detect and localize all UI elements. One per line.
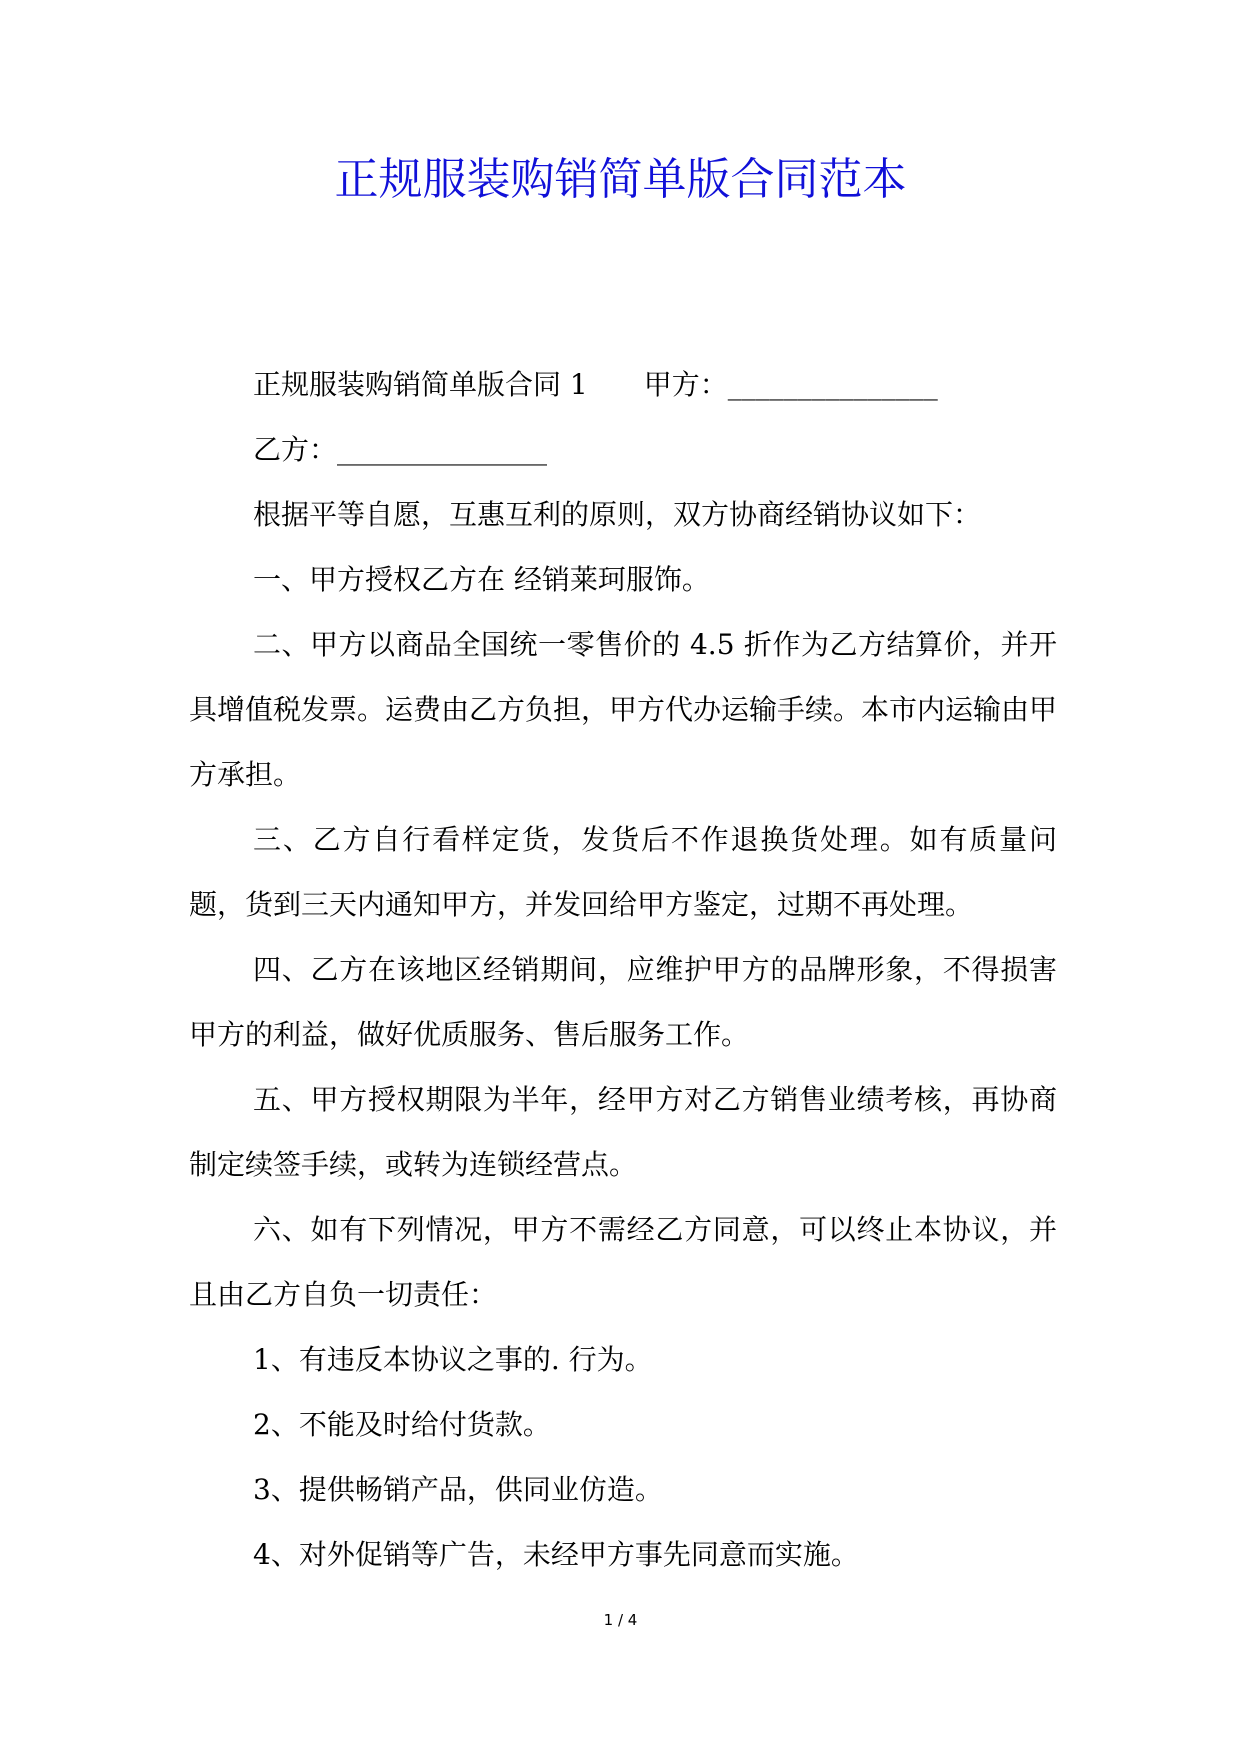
paragraph-contract-header: 正规服装购销简单版合同 1 甲方：_______________ bbox=[253, 368, 938, 401]
paragraph-clause-3: 三、乙方自行看样定货，发货后不作退换货处理。如有质量问题，货到三天内通知甲方，并发回给甲方鉴定，过期不再处理。 bbox=[189, 823, 1057, 921]
paragraph-clause-1: 一、甲方授权乙方在 经销莱珂服饰。 bbox=[253, 563, 710, 596]
paragraph-clause-2: 二、甲方以商品全国统一零售价的 4.5 折作为乙方结算价，并开具增值税发票。运费由乙方负担，甲方代办运输手续。本市内运输由甲方承担。 bbox=[189, 628, 1058, 791]
paragraph-party-b: 乙方：_______________ bbox=[253, 433, 548, 466]
document-body bbox=[189, 352, 1057, 1587]
paragraph-item-3: 3、提供畅销产品，供同业仿造。 bbox=[253, 1473, 663, 1506]
document-title: 正规服装购销简单版合同范本 bbox=[334, 154, 907, 205]
page-number: 1 / 4 bbox=[603, 1611, 638, 1629]
paragraph-clause-5: 五、甲方授权期限为半年，经甲方对乙方销售业绩考核，再协商制定续签手续，或转为连锁经营点。 bbox=[189, 1083, 1057, 1181]
paragraph-item-4: 4、对外促销等广告，未经甲方事先同意而实施。 bbox=[253, 1538, 859, 1571]
paragraph-item-2: 2、不能及时给付货款。 bbox=[253, 1408, 551, 1441]
paragraph-clause-4: 四、乙方在该地区经销期间，应维护甲方的品牌形象，不得损害甲方的利益，做好优质服务、售后服务工作。 bbox=[189, 953, 1057, 1051]
paragraph-item-1: 1、有违反本协议之事的. 行为。 bbox=[253, 1343, 653, 1376]
paragraph-clause-6: 六、如有下列情况，甲方不需经乙方同意，可以终止本协议，并且由乙方自负一切责任： bbox=[189, 1213, 1057, 1311]
paragraph-principle: 根据平等自愿，互惠互利的原则，双方协商经销协议如下： bbox=[253, 498, 982, 531]
